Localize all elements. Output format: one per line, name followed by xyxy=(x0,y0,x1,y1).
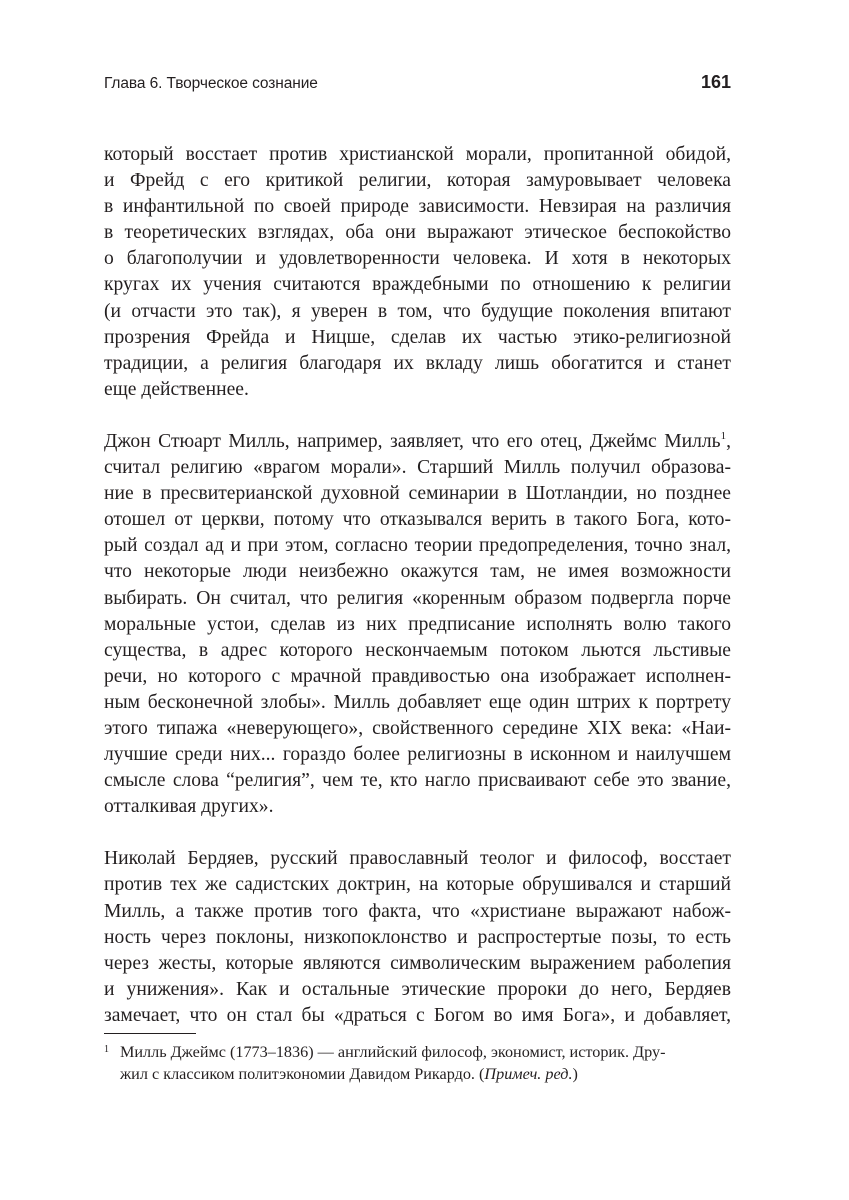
text-line: смысле слова “религия”, чем те, кто нагло присваивают себе это звание, xyxy=(104,770,731,792)
text-line: существа, в адрес которого нескончаемым потоком льются льстивые xyxy=(104,639,731,661)
text-line-with-footnote-ref: Джон Стюарт Милль, например, заявляет, что его отец, Джеймс Милль$^1$, xyxy=(104,429,731,452)
footnote-text: жил с классиком политэкономии Давидом Рикардо. ( xyxy=(120,1065,485,1083)
text-line: Милль, а также против того факта, что «христиане выражают набож- xyxy=(104,900,731,922)
text-line: (и отчасти это так), я уверен в том, что будущие поколения впитают xyxy=(104,300,731,322)
text-line: рый создал ад и при этом, согласно теории предопределения, точно знал, xyxy=(104,535,731,557)
text-line: кругах их учения считаются враждебными по отношению к религии xyxy=(104,274,731,296)
text-line: ние в пресвитерианской духовной семинарии в Шотландии, но позднее xyxy=(104,483,731,505)
page-number: 161 xyxy=(700,72,731,92)
paragraph-2 xyxy=(104,429,731,820)
paragraph-3 xyxy=(104,846,731,1029)
text-line: ность через поклоны, низкопоклонство и распростертые позы, то есть xyxy=(104,926,731,948)
footnote-close-paren: ) xyxy=(572,1065,578,1083)
text-line: этого типажа «неверующего», свойственного середине XIX века: «Наи- xyxy=(104,717,731,739)
text-line: который восстает против христианской морали, пропитанной обидой, xyxy=(104,144,731,165)
text-line: и Фрейд с его критикой религии, которая замуровывает человека xyxy=(104,170,731,192)
text-line: Николай Бердяев, русский православный теолог и философ, восстает xyxy=(104,848,731,870)
text-line: традиции, а религия благодаря их вкладу лишь обогатится и станет xyxy=(104,352,731,374)
text-line: против тех же садистских доктрин, на которые обрушивался и старший xyxy=(104,874,731,896)
running-head xyxy=(104,72,731,96)
editor-note: Примеч. ред. xyxy=(484,1065,573,1083)
text-line: выбирать. Он считал, что религия «коренным образом подвергла порче xyxy=(104,587,731,609)
text-line: еще действеннее. xyxy=(104,378,249,400)
footnote-divider xyxy=(104,1033,196,1034)
paragraph-1 xyxy=(104,142,731,403)
footnote-line-1: Милль Джеймс (1773–1836) — английский философ, экономист, историк. Дру- xyxy=(120,1043,666,1061)
text-line: ным бесконечной злобы». Милль добавляет еще один штрих к портрету xyxy=(104,691,731,713)
text-line: замечает, что он стал бы «драться с Богом во имя Бога», и добавляет, xyxy=(104,1004,731,1026)
text-line: в теоретических взглядах, оба они выражают этическое беспокойство xyxy=(104,222,731,244)
footnote-line-2 xyxy=(120,1063,731,1085)
footnote-body xyxy=(120,1041,731,1085)
text-line: лучшие среди них... гораздо более религиозны в исконном и наилучшем xyxy=(104,744,731,766)
text-line: и унижения». Как и остальные этические пророки до него, Бердяев xyxy=(104,978,731,1000)
text-line: Джон Стюарт Милль, например, заявляет, что его отец, Джеймс Милль xyxy=(104,430,721,452)
text-line: отталкивая других». xyxy=(104,796,274,818)
text-line: отошел от церкви, потому что отказывался верить в такого Бога, кото- xyxy=(104,509,731,531)
chapter-title: Глава 6. Творческое сознание xyxy=(104,75,318,92)
footnote-number: 1 xyxy=(104,1044,109,1055)
text-line: прозрения Фрейда и Ницше, сделав их частью этико-религиозной xyxy=(104,326,731,348)
text-line: что некоторые люди неизбежно окажутся там, не имея возможности xyxy=(104,561,731,583)
footnote xyxy=(104,1041,731,1085)
body-text xyxy=(104,142,731,1029)
footnote-ref[interactable]: 1 xyxy=(720,429,727,442)
text-line: через жесты, которые являются символическим выражением раболепия xyxy=(104,952,731,974)
paragraph-gap xyxy=(104,403,731,429)
text-line: моральные устои, сделав из них предписание исполнять волю такого xyxy=(104,613,731,635)
text-line: о благополучии и удовлетворенности человека. И хотя в некоторых xyxy=(104,248,731,270)
text-line: считал религию «врагом морали». Старший Милль получил образова- xyxy=(104,457,731,479)
paragraph-gap xyxy=(104,820,731,846)
text-line: в инфантильной по своей природе зависимости. Невзирая на различия xyxy=(104,196,731,218)
text-line: речи, но которого с мрачной правдивостью она изображает исполнен- xyxy=(104,665,731,687)
